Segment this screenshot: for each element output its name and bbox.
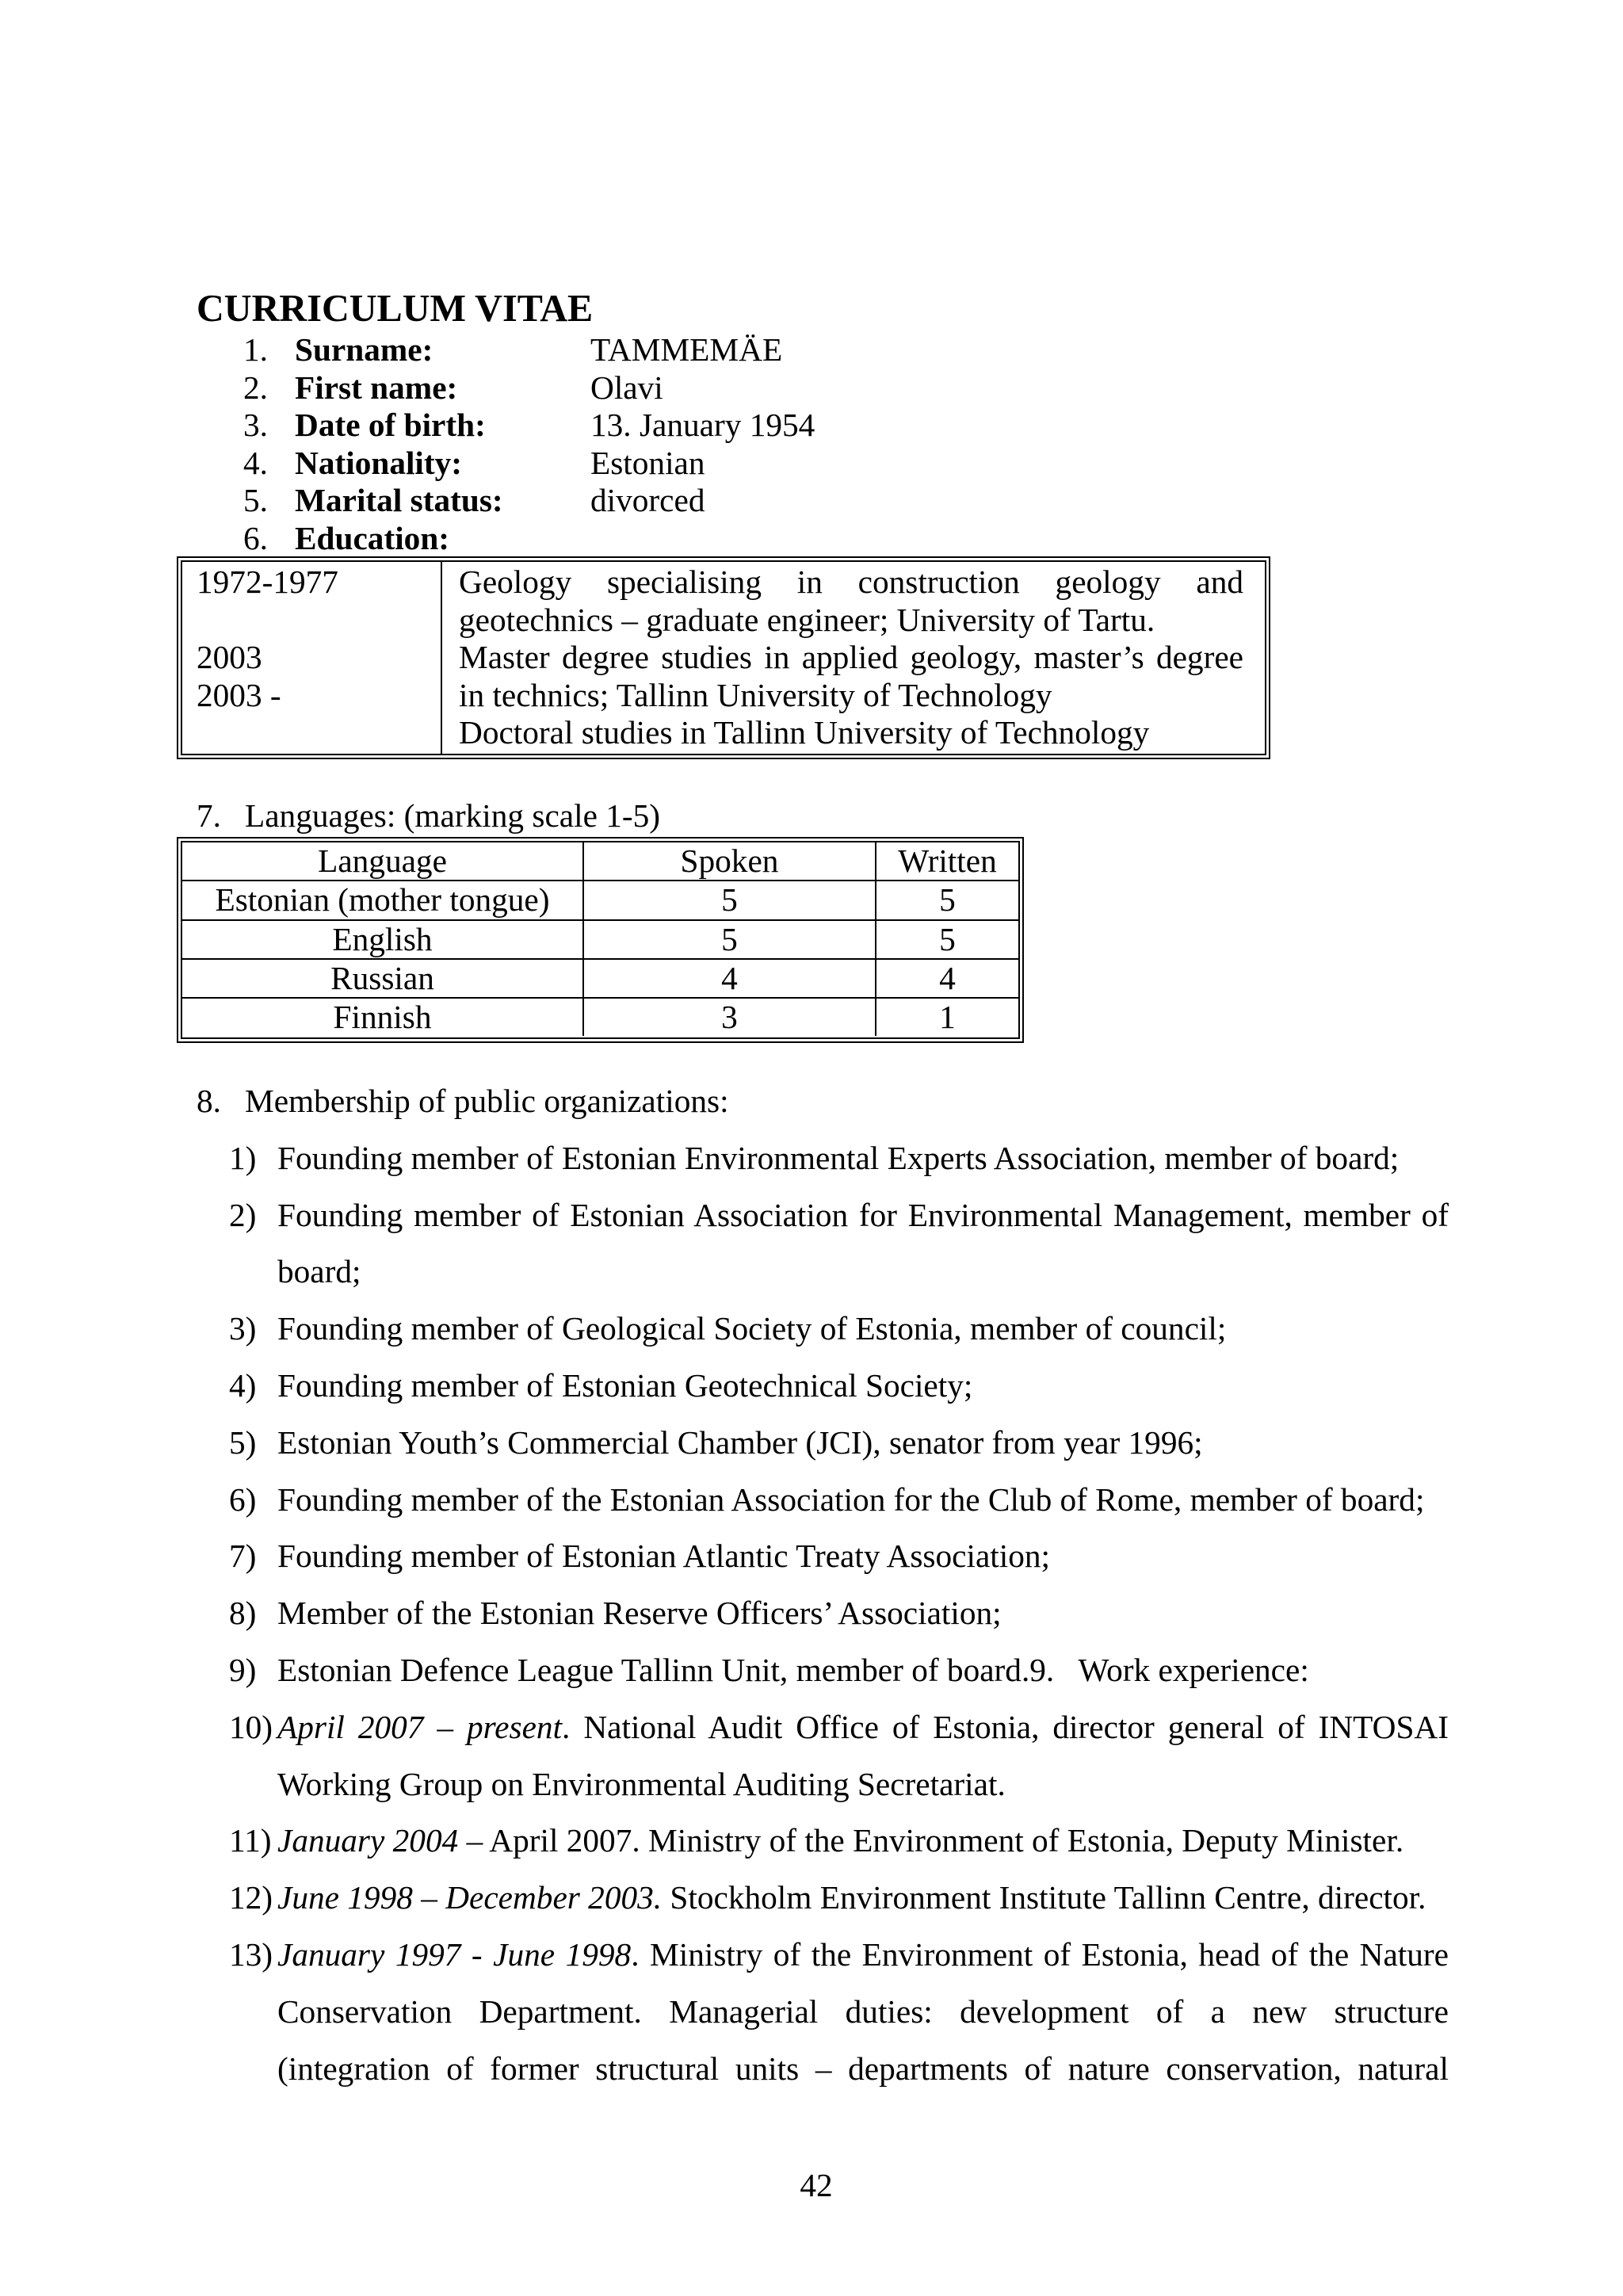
surname-value: TAMMEMÄE	[590, 331, 783, 368]
first-name-row	[243, 369, 815, 407]
marital-status-value: divorced	[590, 482, 705, 518]
work-experience-item	[229, 1927, 1449, 2097]
surname-number: 1.	[243, 331, 268, 368]
list-item	[229, 1358, 1449, 1415]
column-header-language: Language	[182, 842, 584, 881]
date-of-birth-label: Date of birth:	[295, 407, 486, 443]
work-experience-item	[229, 1813, 1449, 1870]
membership-heading	[197, 1073, 1449, 1130]
date-of-birth-value: 13. January 1954	[590, 407, 815, 443]
list-item-text: Estonian Defence League Tallinn Unit, member of board.9. Work experience:	[277, 1651, 1309, 1688]
first-name-label: First name:	[295, 369, 458, 406]
list-item-text: Founding member of Estonian Geotechnical Society;	[277, 1366, 973, 1404]
written-cell: 4	[876, 960, 1018, 999]
work-period-date: January 2004	[277, 1822, 459, 1859]
language-cell: Russian	[182, 960, 584, 999]
language-cell: Estonian (mother tongue)	[182, 881, 584, 920]
list-item-text: Member of the Estonian Reserve Officers’ Association;	[277, 1595, 1002, 1632]
education-row	[243, 520, 815, 558]
marital-status-row	[243, 482, 815, 520]
membership-section-number: 8.	[197, 1083, 221, 1119]
date-of-birth-row	[243, 407, 815, 445]
education-description-1: Geology specialising in construction geology and geotechnics – graduate engineer; University of Tartu.	[459, 563, 1243, 638]
written-cell: 5	[876, 921, 1018, 960]
education-description-2: Master degree studies in applied geology, master’s degree in technics; Tallinn University of Technology	[459, 639, 1243, 713]
list-item-number: 4)	[229, 1366, 257, 1404]
languages-table-frame	[177, 837, 1024, 1043]
list-item-text: Founding member of Estonian Atlantic Treaty Association;	[277, 1538, 1050, 1575]
languages-heading	[197, 797, 660, 835]
cv-title: CURRICULUM VITAE	[197, 288, 594, 330]
work-description: Stockholm Environment Institute Tallinn Centre, director.	[662, 1879, 1426, 1916]
languages-table	[182, 842, 1018, 1036]
page-number: 42	[800, 2167, 833, 2203]
work-period-date: June 1998 – December 2003.	[277, 1879, 663, 1916]
nationality-label: Nationality:	[295, 444, 463, 481]
column-header-written: Written	[876, 842, 1018, 881]
list-item-text-block	[277, 1813, 1449, 1870]
membership-list	[229, 1130, 1449, 2098]
table-row	[182, 999, 1018, 1036]
list-item-number: 12)	[229, 1879, 273, 1916]
education-descriptions-cell	[442, 562, 1265, 754]
spoken-cell: 4	[584, 960, 876, 999]
table-row	[182, 960, 1018, 999]
education-period-3: 2003 -	[197, 676, 281, 713]
language-cell: Finnish	[182, 999, 584, 1036]
table-row	[182, 921, 1018, 960]
list-item-number: 11)	[229, 1822, 272, 1859]
list-item-text-block	[277, 1927, 1449, 2097]
written-cell: 5	[876, 881, 1018, 920]
list-item-text-block	[277, 1870, 1449, 1927]
personal-details-list	[243, 331, 815, 557]
work-experience-item	[229, 1699, 1449, 1813]
list-item	[229, 1415, 1449, 1472]
list-item	[229, 1472, 1449, 1529]
spoken-cell: 5	[584, 921, 876, 960]
date-of-birth-number: 3.	[243, 407, 268, 443]
languages-section-number: 7.	[197, 797, 221, 834]
work-description: – April 2007. Ministry of the Environment of Estonia, Deputy Minister.	[458, 1822, 1404, 1859]
nationality-value: Estonian	[590, 444, 705, 481]
list-item	[229, 1585, 1449, 1642]
work-description: . National Audit Office of Estonia, director general of INTOSAI Working Group on Environmental Auditing Secretariat.	[277, 1708, 1449, 1802]
spoken-cell: 3	[584, 999, 876, 1036]
work-period-date: April 2007 – present	[277, 1708, 563, 1745]
list-item-text: Founding member of the Estonian Association for the Club of Rome, member of board;	[277, 1480, 1425, 1518]
list-item-number: 8)	[229, 1595, 257, 1632]
list-item	[229, 1130, 1449, 1187]
work-description: . Ministry of the Environment of Estonia, head of the Nature Conservation Department. Managerial duties: development of a new structure (integration of former structural units – departments of nature conservation, natural	[277, 1935, 1449, 2087]
languages-header-row	[182, 842, 1018, 881]
written-cell: 1	[939, 999, 956, 1036]
membership-section	[197, 1073, 1449, 2097]
language-cell: English	[182, 921, 584, 960]
first-name-number: 2.	[243, 369, 268, 406]
marital-status-label: Marital status:	[295, 482, 503, 518]
table-row	[182, 881, 1018, 920]
education-table	[177, 556, 1270, 759]
membership-heading-text: Membership of public organizations:	[245, 1083, 729, 1119]
column-header-spoken: Spoken	[584, 842, 876, 881]
surname-row	[243, 331, 815, 369]
nationality-number: 4.	[243, 444, 268, 481]
list-item-number: 5)	[229, 1423, 257, 1461]
list-item	[229, 1528, 1449, 1585]
education-period-1: 1972-1977	[197, 563, 338, 600]
list-item-number: 2)	[229, 1196, 257, 1233]
list-item-number: 10)	[229, 1708, 273, 1745]
list-item-number: 6)	[229, 1480, 257, 1518]
education-label: Education:	[295, 519, 450, 556]
spoken-cell: 5	[584, 881, 876, 920]
education-number: 6.	[243, 519, 268, 556]
list-item-text: Founding member of Geological Society of Estonia, member of council;	[277, 1310, 1227, 1347]
languages-heading-text: Languages: (marking scale 1-5)	[245, 797, 661, 834]
list-item	[229, 1187, 1449, 1301]
list-item-number: 13)	[229, 1935, 273, 1973]
list-item-text-block	[277, 1699, 1449, 1813]
list-item	[229, 1301, 1449, 1358]
list-item-text: Founding member of Estonian Environmental Experts Association, member of board;	[277, 1139, 1400, 1176]
work-experience-item	[229, 1870, 1449, 1927]
list-item-text: Estonian Youth’s Commercial Chamber (JCI), senator from year 1996;	[277, 1423, 1203, 1461]
nationality-row	[243, 445, 815, 483]
list-item-text: Founding member of Estonian Association for Environmental Management, member of board;	[277, 1196, 1449, 1290]
list-item-number: 9)	[229, 1651, 257, 1688]
list-item-number: 7)	[229, 1538, 257, 1575]
list-item	[229, 1642, 1449, 1699]
first-name-value: Olavi	[590, 369, 663, 406]
education-description-3: Doctoral studies in Tallinn University of Technology	[459, 714, 1150, 751]
marital-status-number: 5.	[243, 482, 268, 518]
work-period-date: January 1997 - June 1998	[277, 1935, 632, 1973]
list-item-number: 3)	[229, 1310, 257, 1347]
education-period-2: 2003	[197, 639, 262, 675]
education-periods-cell	[182, 562, 442, 754]
list-item-number: 1)	[229, 1139, 257, 1176]
surname-label: Surname:	[295, 331, 433, 368]
